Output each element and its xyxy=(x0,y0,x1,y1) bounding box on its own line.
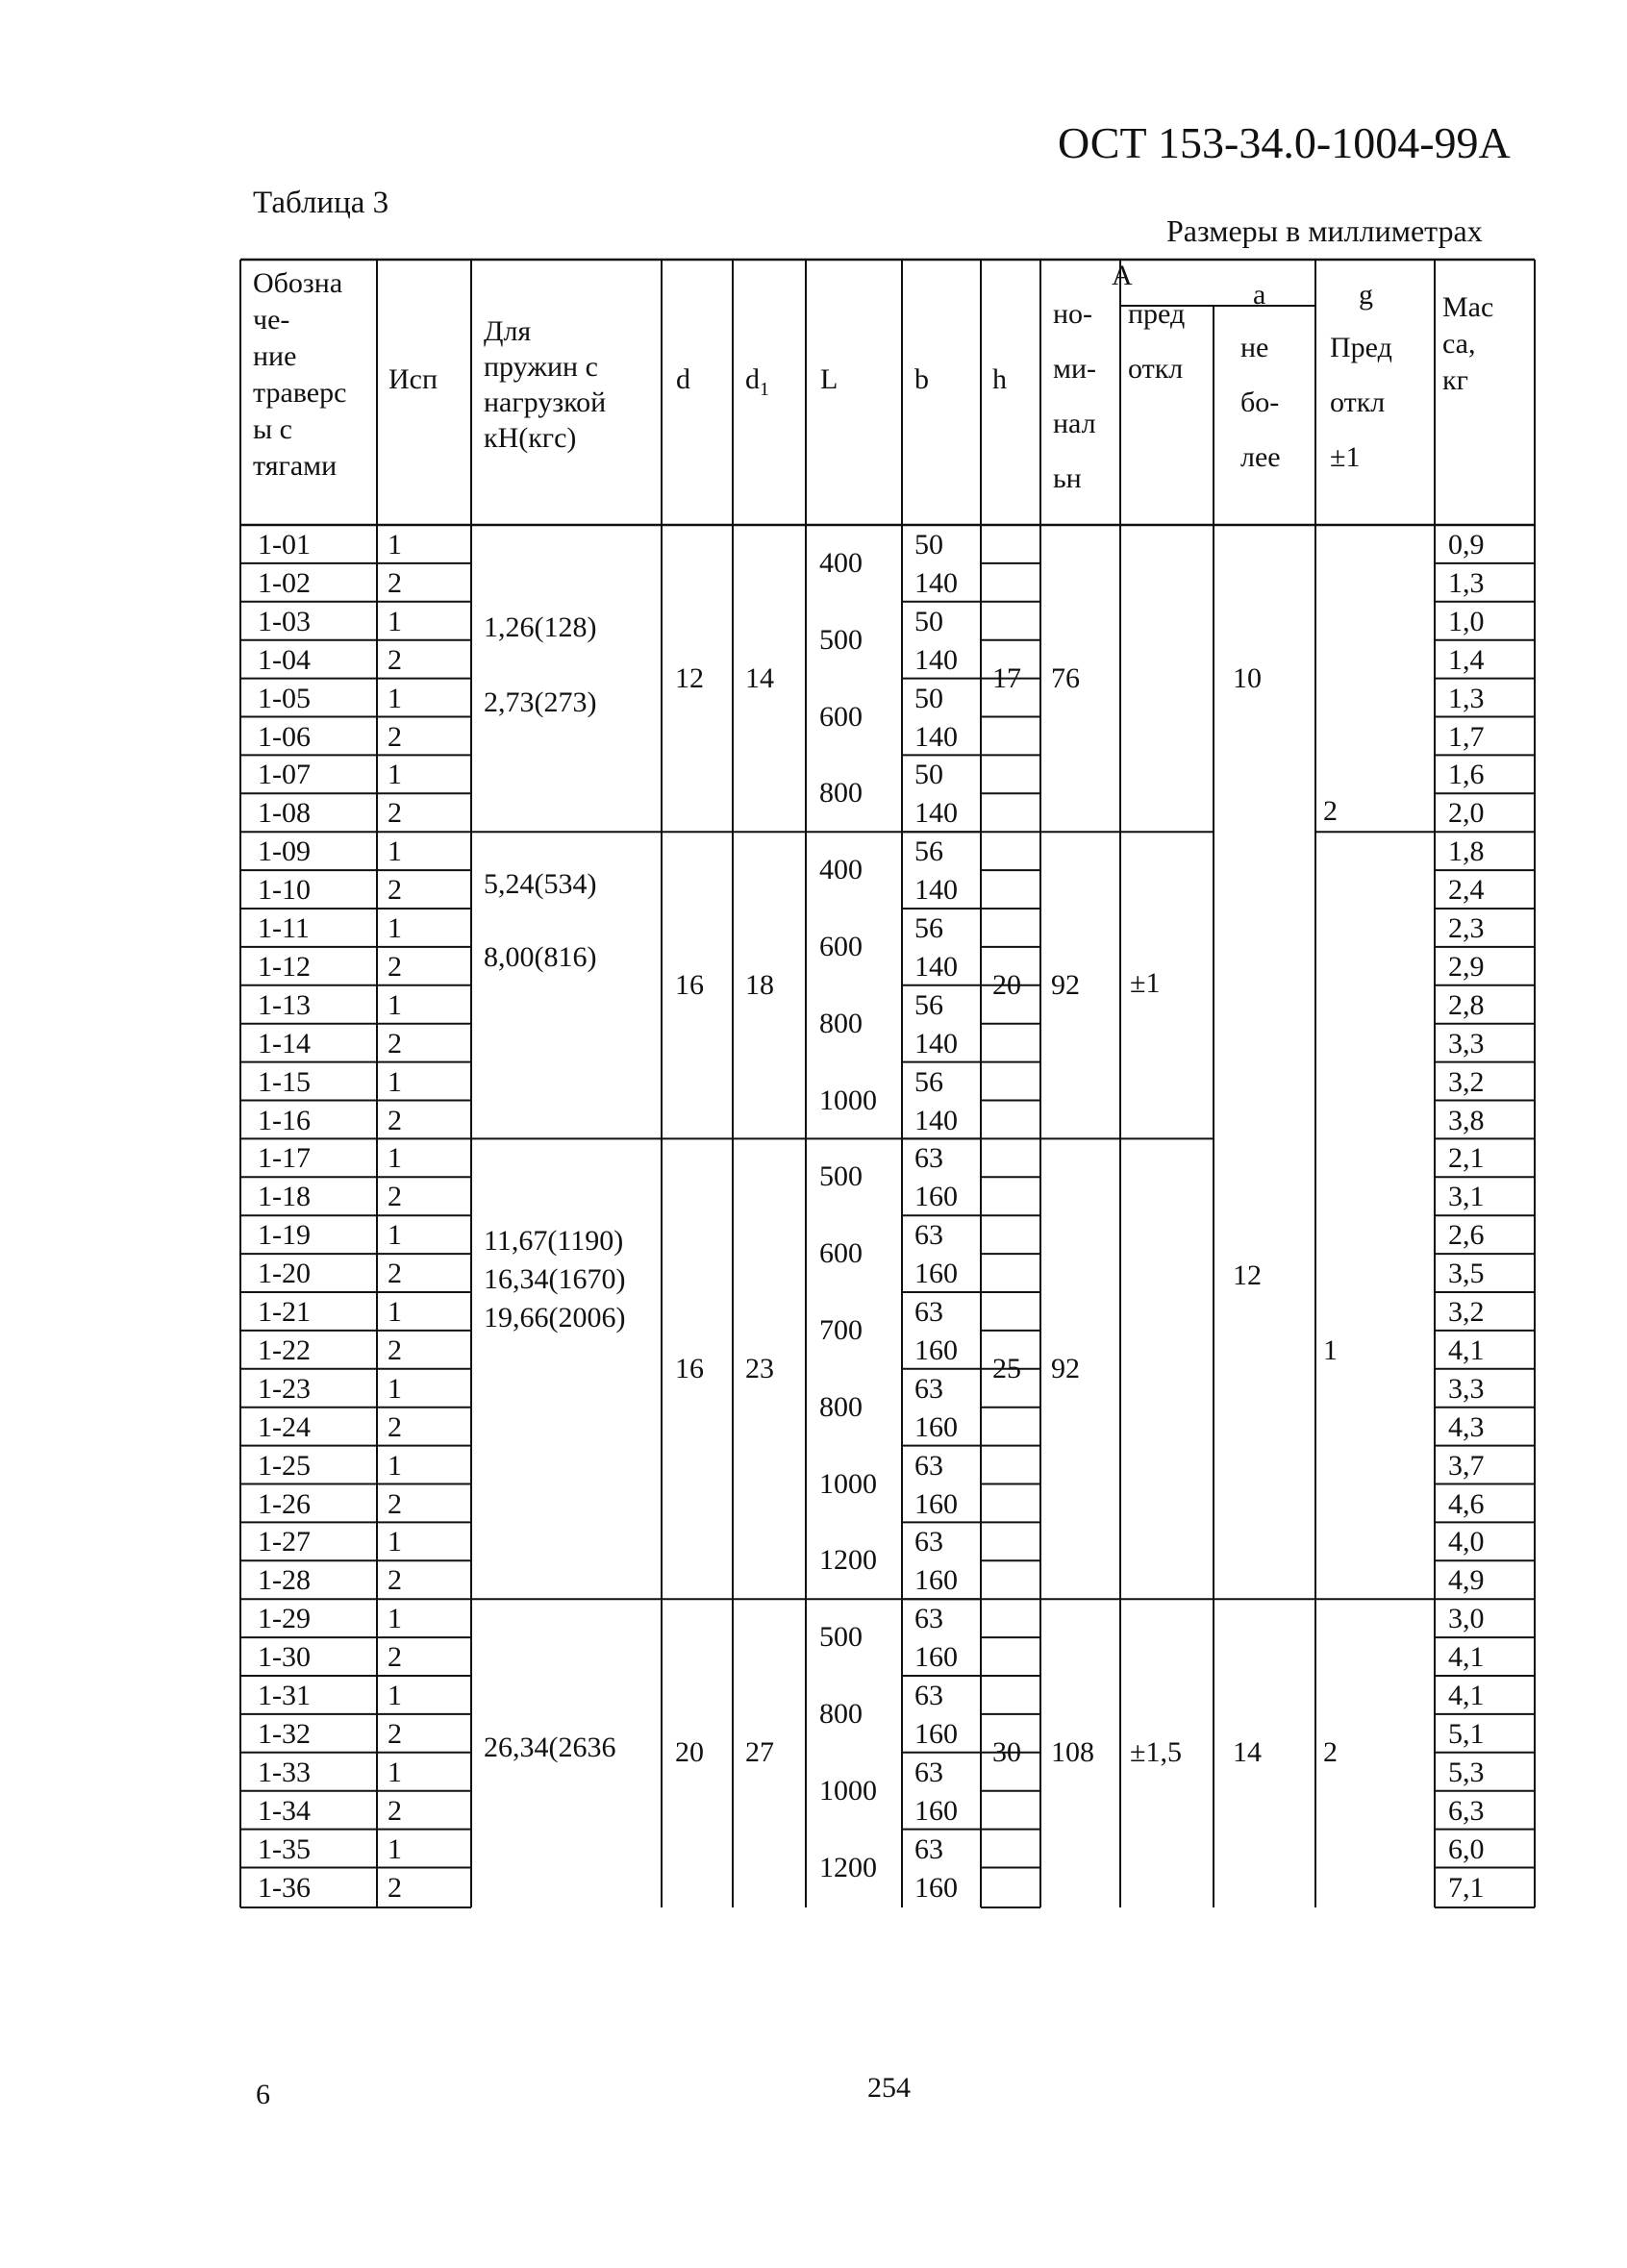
row-b-1-29: 63 xyxy=(914,1603,943,1635)
group-1-load-1: 8,00(816) xyxy=(484,941,597,974)
row-designation-1-02: 1-02 xyxy=(258,566,311,599)
header-A-nominal-line-1: ми- xyxy=(1053,353,1097,385)
page-number-center: 254 xyxy=(867,2072,911,2104)
header-a-text-line-1: бо- xyxy=(1240,386,1280,418)
header-h: h xyxy=(992,363,1007,395)
group-2-load-2: 19,66(2006) xyxy=(484,1302,626,1334)
row-designation-1-34: 1-34 xyxy=(258,1794,311,1827)
row-isp-1-20: 2 xyxy=(388,1258,402,1290)
row-mass-1-10: 2,4 xyxy=(1448,874,1485,907)
row-b-1-10: 140 xyxy=(914,874,958,907)
row-designation-1-06: 1-06 xyxy=(258,720,311,753)
g-tolerance-2: 2 xyxy=(1323,1735,1338,1768)
length-L-17: 1200 xyxy=(819,1851,877,1883)
row-b-1-16: 140 xyxy=(914,1104,958,1136)
g-tolerance-0: 2 xyxy=(1323,795,1338,828)
row-b-1-03: 50 xyxy=(914,605,943,637)
header-designation-line-3: траверс xyxy=(253,377,347,409)
length-L-8: 500 xyxy=(819,1160,863,1193)
row-b-1-30: 160 xyxy=(914,1641,958,1674)
row-mass-1-32: 5,1 xyxy=(1448,1717,1485,1750)
row-b-1-18: 160 xyxy=(914,1181,958,1213)
row-designation-1-14: 1-14 xyxy=(258,1027,311,1059)
length-L-7: 1000 xyxy=(819,1084,877,1116)
row-isp-1-04: 2 xyxy=(388,643,402,676)
header-g-text-line-1: откл xyxy=(1330,386,1386,418)
row-designation-1-11: 1-11 xyxy=(258,912,310,944)
length-L-3: 800 xyxy=(819,777,863,810)
g-tolerance-1: 1 xyxy=(1323,1333,1338,1366)
row-isp-1-25: 1 xyxy=(388,1449,402,1482)
row-b-1-35: 63 xyxy=(914,1832,943,1865)
row-mass-1-12: 2,9 xyxy=(1448,950,1485,983)
row-mass-1-31: 4,1 xyxy=(1448,1680,1485,1711)
group-0-load-1: 2,73(273) xyxy=(484,686,597,718)
row-designation-1-36: 1-36 xyxy=(258,1871,311,1904)
header-a-text-line-0: не xyxy=(1240,332,1269,363)
row-b-1-21: 63 xyxy=(914,1296,943,1328)
header-designation-line-1: че- xyxy=(253,304,290,336)
row-mass-1-13: 2,8 xyxy=(1448,988,1485,1021)
group-0-h: 17 xyxy=(992,661,1021,694)
row-mass-1-03: 1,0 xyxy=(1448,605,1485,637)
row-mass-1-18: 3,1 xyxy=(1448,1181,1485,1213)
row-isp-1-35: 1 xyxy=(388,1832,402,1865)
row-isp-1-26: 2 xyxy=(388,1487,402,1520)
row-isp-1-33: 1 xyxy=(388,1756,402,1788)
group-2-load-0: 11,67(1190) xyxy=(484,1225,624,1258)
row-designation-1-33: 1-33 xyxy=(258,1756,311,1788)
row-isp-1-10: 2 xyxy=(388,874,402,907)
row-designation-1-10: 1-10 xyxy=(258,874,311,907)
length-L-10: 700 xyxy=(819,1313,863,1346)
row-mass-1-29: 3,0 xyxy=(1448,1603,1485,1635)
row-mass-1-14: 3,3 xyxy=(1448,1027,1485,1059)
header-A-group: A xyxy=(1112,260,1133,291)
row-mass-1-04: 1,4 xyxy=(1448,643,1485,676)
header-A-tolerance-line-1: откл xyxy=(1128,353,1184,385)
group-0-d: 12 xyxy=(675,661,704,694)
row-isp-1-02: 2 xyxy=(388,566,402,599)
row-designation-1-16: 1-16 xyxy=(258,1104,311,1136)
row-b-1-09: 56 xyxy=(914,835,943,868)
row-mass-1-11: 2,3 xyxy=(1448,912,1485,944)
row-isp-1-27: 1 xyxy=(388,1526,402,1558)
row-designation-1-03: 1-03 xyxy=(258,605,311,637)
row-mass-1-01: 0,9 xyxy=(1448,529,1485,561)
group-0-A-nominal: 76 xyxy=(1051,661,1080,694)
row-mass-1-16: 3,8 xyxy=(1448,1104,1485,1136)
row-isp-1-23: 1 xyxy=(388,1372,402,1405)
row-designation-1-13: 1-13 xyxy=(258,988,311,1021)
row-designation-1-21: 1-21 xyxy=(258,1296,311,1328)
row-mass-1-19: 2,6 xyxy=(1448,1219,1485,1252)
length-L-6: 800 xyxy=(819,1007,863,1039)
row-isp-1-36: 2 xyxy=(388,1871,402,1904)
row-designation-1-29: 1-29 xyxy=(258,1603,311,1635)
row-designation-1-35: 1-35 xyxy=(258,1832,311,1865)
row-b-1-14: 140 xyxy=(914,1027,958,1059)
row-b-1-24: 160 xyxy=(914,1410,958,1443)
row-b-1-05: 50 xyxy=(914,682,943,714)
A-tolerance-1: ±1,5 xyxy=(1130,1735,1182,1768)
row-mass-1-30: 4,1 xyxy=(1448,1641,1485,1674)
row-b-1-22: 160 xyxy=(914,1333,958,1366)
group-3-h: 30 xyxy=(992,1735,1021,1768)
row-b-1-34: 160 xyxy=(914,1794,958,1827)
row-designation-1-08: 1-08 xyxy=(258,797,311,830)
header-A-tolerance-line-0: пред xyxy=(1128,298,1186,330)
group-3-d: 20 xyxy=(675,1735,704,1768)
row-isp-1-13: 1 xyxy=(388,988,402,1021)
row-mass-1-22: 4,1 xyxy=(1448,1333,1485,1366)
row-isp-1-32: 2 xyxy=(388,1717,402,1750)
row-designation-1-12: 1-12 xyxy=(258,950,311,983)
row-designation-1-18: 1-18 xyxy=(258,1181,311,1213)
header-spring-load-line-3: кН(кгс) xyxy=(484,422,577,454)
row-mass-1-06: 1,7 xyxy=(1448,720,1485,753)
row-isp-1-22: 2 xyxy=(388,1333,402,1366)
row-designation-1-09: 1-09 xyxy=(258,835,311,868)
row-b-1-11: 56 xyxy=(914,912,943,944)
row-b-1-08: 140 xyxy=(914,797,958,830)
row-isp-1-34: 2 xyxy=(388,1794,402,1827)
header-designation-line-2: ние xyxy=(253,340,297,372)
row-mass-1-05: 1,3 xyxy=(1448,682,1485,714)
group-3-load-0: 26,34(2636 xyxy=(484,1732,616,1764)
row-designation-1-22: 1-22 xyxy=(258,1333,311,1366)
row-isp-1-05: 1 xyxy=(388,682,402,714)
group-1-A-nominal: 92 xyxy=(1051,968,1080,1001)
length-L-4: 400 xyxy=(819,854,863,886)
row-designation-1-31: 1-31 xyxy=(258,1680,311,1711)
document-code: ОСТ 153-34.0-1004-99А xyxy=(1058,118,1511,167)
row-designation-1-28: 1-28 xyxy=(258,1564,311,1597)
group-2-d1: 23 xyxy=(745,1352,774,1384)
row-b-1-19: 63 xyxy=(914,1219,943,1252)
row-b-1-32: 160 xyxy=(914,1717,958,1750)
header-spring-load-line-1: пружин с xyxy=(484,351,598,383)
header-a-text-line-2: лее xyxy=(1240,441,1281,473)
row-designation-1-26: 1-26 xyxy=(258,1487,311,1520)
length-L-1: 500 xyxy=(819,623,863,656)
units-note: Размеры в миллиметрах xyxy=(1166,213,1483,248)
length-L-12: 1000 xyxy=(819,1467,877,1500)
page-number-left: 6 xyxy=(256,2079,270,2110)
row-designation-1-20: 1-20 xyxy=(258,1258,311,1290)
row-b-1-20: 160 xyxy=(914,1258,958,1290)
row-b-1-26: 160 xyxy=(914,1487,958,1520)
header-d1-subscript: 1 xyxy=(760,379,769,400)
row-designation-1-15: 1-15 xyxy=(258,1065,311,1098)
row-b-1-31: 63 xyxy=(914,1680,943,1711)
row-b-1-28: 160 xyxy=(914,1564,958,1597)
row-b-1-15: 56 xyxy=(914,1065,943,1098)
length-L-5: 600 xyxy=(819,930,863,962)
row-isp-1-31: 1 xyxy=(388,1680,402,1711)
header-designation-line-0: Обозна xyxy=(253,267,343,299)
group-3-A-nominal: 108 xyxy=(1051,1735,1094,1768)
length-L-9: 600 xyxy=(819,1237,863,1270)
row-isp-1-15: 1 xyxy=(388,1065,402,1098)
a-not-more-0: 10 xyxy=(1233,661,1262,694)
group-3-d1: 27 xyxy=(745,1735,774,1768)
group-1-d: 16 xyxy=(675,968,704,1001)
row-designation-1-27: 1-27 xyxy=(258,1526,311,1558)
header-mass-line-0: Мас xyxy=(1442,291,1494,323)
row-isp-1-12: 2 xyxy=(388,950,402,983)
header-spring-load-line-2: нагрузкой xyxy=(484,386,607,418)
A-tolerance-0: ±1 xyxy=(1130,966,1161,999)
length-L-15: 800 xyxy=(819,1697,863,1730)
row-b-1-01: 50 xyxy=(914,529,943,561)
row-mass-1-17: 2,1 xyxy=(1448,1142,1485,1175)
row-designation-1-19: 1-19 xyxy=(258,1219,311,1252)
row-b-1-04: 140 xyxy=(914,643,958,676)
row-mass-1-07: 1,6 xyxy=(1448,759,1485,791)
row-b-1-07: 50 xyxy=(914,759,943,791)
group-2-A-nominal: 92 xyxy=(1051,1352,1080,1384)
row-isp-1-18: 2 xyxy=(388,1181,402,1213)
row-mass-1-09: 1,8 xyxy=(1448,835,1485,868)
row-b-1-33: 63 xyxy=(914,1756,943,1788)
row-isp-1-06: 2 xyxy=(388,720,402,753)
row-isp-1-24: 2 xyxy=(388,1410,402,1443)
row-isp-1-17: 1 xyxy=(388,1142,402,1175)
length-L-16: 1000 xyxy=(819,1774,877,1807)
row-isp-1-16: 2 xyxy=(388,1104,402,1136)
row-b-1-27: 63 xyxy=(914,1526,943,1558)
header-g-text-line-0: Пред xyxy=(1330,332,1392,363)
row-mass-1-21: 3,2 xyxy=(1448,1296,1485,1328)
row-mass-1-36: 7,1 xyxy=(1448,1871,1485,1904)
group-1-load-0: 5,24(534) xyxy=(484,868,597,901)
a-not-more-1: 12 xyxy=(1233,1259,1262,1292)
header-g-text-line-2: ±1 xyxy=(1330,441,1361,473)
header-d1: $d_1$ xyxy=(745,363,769,400)
header-A-nominal-line-3: ьн xyxy=(1053,462,1082,494)
header-g-letter: g xyxy=(1359,279,1373,311)
row-isp-1-01: 1 xyxy=(388,529,402,561)
row-mass-1-24: 4,3 xyxy=(1448,1410,1485,1443)
group-2-h: 25 xyxy=(992,1352,1021,1384)
row-mass-1-23: 3,3 xyxy=(1448,1372,1485,1405)
group-1-h: 20 xyxy=(992,968,1021,1001)
header-d: d xyxy=(676,363,690,395)
header-b: b xyxy=(914,363,929,395)
row-b-1-25: 63 xyxy=(914,1449,943,1482)
row-mass-1-27: 4,0 xyxy=(1448,1526,1485,1558)
a-not-more-2: 14 xyxy=(1233,1735,1262,1768)
header-mass-line-1: са, xyxy=(1442,328,1476,360)
group-0-d1: 14 xyxy=(745,661,774,694)
row-isp-1-08: 2 xyxy=(388,797,402,830)
row-isp-1-21: 1 xyxy=(388,1296,402,1328)
length-L-2: 600 xyxy=(819,700,863,733)
row-isp-1-14: 2 xyxy=(388,1027,402,1059)
group-2-d: 16 xyxy=(675,1352,704,1384)
row-isp-1-11: 1 xyxy=(388,912,402,944)
row-mass-1-26: 4,6 xyxy=(1448,1487,1485,1520)
row-mass-1-35: 6,0 xyxy=(1448,1832,1485,1865)
row-isp-1-03: 1 xyxy=(388,605,402,637)
row-b-1-23: 63 xyxy=(914,1372,943,1405)
length-L-11: 800 xyxy=(819,1390,863,1423)
group-1-d1: 18 xyxy=(745,968,774,1001)
row-mass-1-28: 4,9 xyxy=(1448,1564,1485,1597)
row-designation-1-04: 1-04 xyxy=(258,643,311,676)
row-b-1-12: 140 xyxy=(914,950,958,983)
row-b-1-13: 56 xyxy=(914,988,943,1021)
row-designation-1-24: 1-24 xyxy=(258,1410,311,1443)
row-designation-1-17: 1-17 xyxy=(258,1142,311,1175)
row-designation-1-05: 1-05 xyxy=(258,682,311,714)
row-b-1-36: 160 xyxy=(914,1871,958,1904)
row-isp-1-28: 2 xyxy=(388,1564,402,1597)
row-mass-1-25: 3,7 xyxy=(1448,1449,1485,1482)
row-b-1-17: 63 xyxy=(914,1142,943,1175)
header-spring-load-line-0: Для xyxy=(484,315,532,347)
row-isp-1-29: 1 xyxy=(388,1603,402,1635)
row-mass-1-20: 3,5 xyxy=(1448,1258,1485,1290)
group-2-load-1: 16,34(1670) xyxy=(484,1263,626,1296)
row-isp-1-09: 1 xyxy=(388,835,402,868)
header-L: L xyxy=(820,363,839,395)
row-b-1-02: 140 xyxy=(914,566,958,599)
header-A-nominal-line-0: но- xyxy=(1053,298,1093,330)
row-isp-1-19: 1 xyxy=(388,1219,402,1252)
length-L-13: 1200 xyxy=(819,1544,877,1577)
row-mass-1-02: 1,3 xyxy=(1448,566,1485,599)
row-mass-1-33: 5,3 xyxy=(1448,1756,1485,1788)
row-designation-1-07: 1-07 xyxy=(258,759,311,791)
row-designation-1-01: 1-01 xyxy=(258,529,311,561)
header-designation-line-5: тягами xyxy=(253,450,338,482)
header-designation-line-4: ы с xyxy=(253,413,292,445)
table-title: Таблица 3 xyxy=(253,186,389,220)
row-isp-1-30: 2 xyxy=(388,1641,402,1674)
length-L-0: 400 xyxy=(819,546,863,579)
header-mass-line-2: кг xyxy=(1442,364,1468,396)
row-b-1-06: 140 xyxy=(914,720,958,753)
group-0-load-0: 1,26(128) xyxy=(484,611,597,643)
row-designation-1-25: 1-25 xyxy=(258,1449,311,1482)
row-mass-1-08: 2,0 xyxy=(1448,797,1485,830)
row-mass-1-34: 6,3 xyxy=(1448,1794,1485,1827)
header-A-nominal-line-2: нал xyxy=(1053,408,1096,439)
row-mass-1-15: 3,2 xyxy=(1448,1065,1485,1098)
header-a-letter: а xyxy=(1253,279,1266,311)
length-L-14: 500 xyxy=(819,1621,863,1654)
row-designation-1-30: 1-30 xyxy=(258,1641,311,1674)
row-designation-1-32: 1-32 xyxy=(258,1717,311,1750)
header-isp: Исп xyxy=(388,363,438,395)
row-designation-1-23: 1-23 xyxy=(258,1372,311,1405)
row-isp-1-07: 1 xyxy=(388,759,402,791)
